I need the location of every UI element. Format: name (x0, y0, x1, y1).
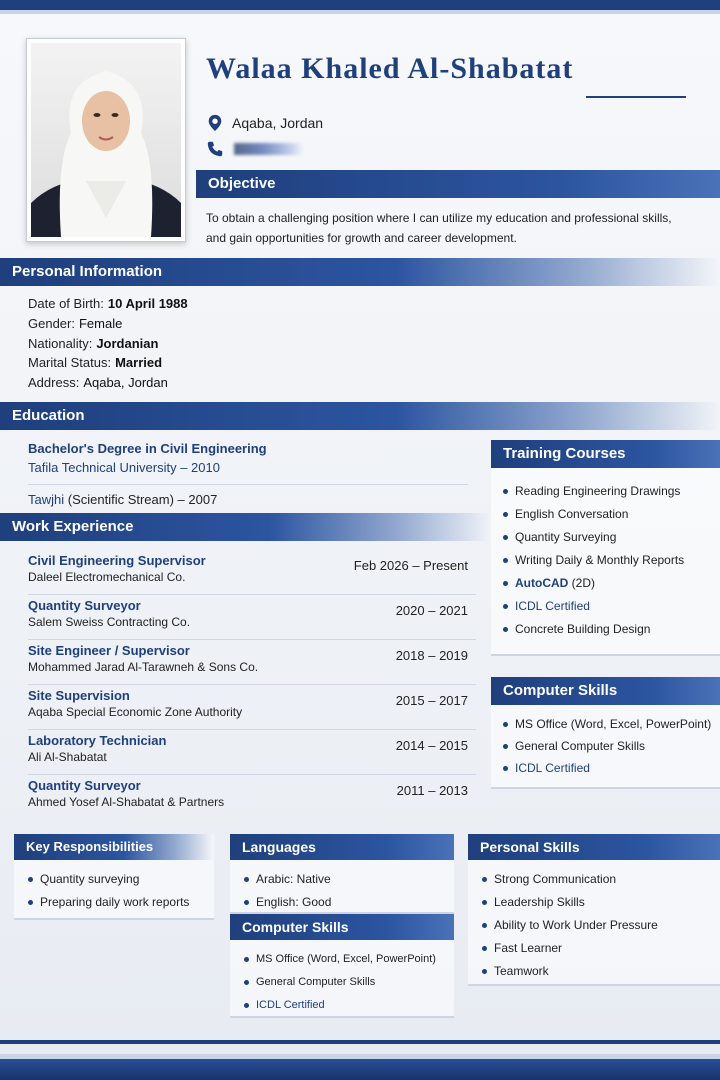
education-block (28, 440, 468, 509)
tawjihi: Tawjhi (Scientific Stream) – 2007 (28, 492, 218, 507)
list-item: Writing Daily & Monthly Reports (501, 551, 720, 574)
location-text: Aqaba, Jordan (232, 115, 324, 131)
location-pin-icon (206, 114, 224, 132)
personal-skills-list (468, 860, 720, 985)
list-item: Quantity surveying (26, 870, 214, 893)
list-item: Fast Learner (480, 939, 720, 962)
languages-panel (230, 834, 454, 914)
name-rule (586, 96, 686, 98)
contact-block (206, 110, 323, 162)
list-item: Strong Communication (480, 870, 720, 893)
list-item: English Conversation (501, 505, 720, 528)
objective-text: To obtain a challenging position where I can utilize my education and professional skills, and gain opportunities for growth and career development. (206, 211, 672, 245)
responsibilities-list (14, 860, 214, 916)
objective-header: Objective (196, 170, 720, 198)
work-list (28, 550, 476, 820)
job-item: Quantity Surveyor Salem Sweiss Contracting Co. 2020 – 2021 (28, 595, 476, 640)
list-item: Preparing daily work reports (26, 893, 214, 916)
list-item: General Computer Skills (501, 737, 720, 759)
computer-skills-bottom-header: Computer Skills (230, 914, 454, 940)
list-item: ICDL Certified (242, 996, 454, 1019)
list-item: Reading Engineering Drawings (501, 482, 720, 505)
personal-info (28, 294, 188, 393)
info-row-address: Address: Aqaba, Jordan (28, 375, 168, 391)
languages-header: Languages (230, 834, 454, 860)
list-item: ICDL Certified (501, 597, 720, 620)
personal-skills-header: Personal Skills (468, 834, 720, 860)
info-row-nationality: Nationality: Jordanian (28, 335, 159, 351)
phone-row (206, 136, 323, 162)
location-row (206, 110, 323, 136)
job-item: Quantity Surveyor Ahmed Yosef Al-Shabatat & Partners 2011 – 2013 (28, 778, 468, 809)
phone-redacted (234, 143, 304, 155)
info-row-gender: Gender: Female (28, 315, 123, 331)
job-item: Site Engineer / Supervisor Mohammed Jarad Al-Tarawneh & Sons Co. 2018 – 2019 (28, 640, 476, 685)
list-item: Concrete Building Design (501, 620, 720, 643)
computer-skills-header: Computer Skills (491, 677, 720, 705)
computer-skills-list (491, 705, 720, 781)
candidate-name: Walaa Khaled Al-Shabatat (206, 52, 574, 85)
responsibilities-header: Key Responsibilities (14, 834, 214, 860)
profile-photo (26, 38, 186, 242)
info-row-marital: Marital Status: Married (28, 355, 163, 371)
responsibilities-panel (14, 834, 214, 920)
training-panel (491, 440, 720, 656)
computer-skills-bottom-panel (230, 914, 454, 1018)
divider (28, 484, 468, 485)
degree-title: Bachelor's Degree in Civil Engineering (28, 441, 267, 456)
job-item: Site Supervision Aqaba Special Economic Zone Authority 2015 – 2017 (28, 685, 476, 730)
list-item: Ability to Work Under Pressure (480, 916, 720, 939)
job-item: Laboratory Technician Ali Al-Shabatat 2014 – 2015 (28, 730, 476, 775)
languages-list (230, 860, 454, 916)
list-item: General Computer Skills (242, 973, 454, 996)
computer-skills-panel (491, 677, 720, 789)
list-item: ICDL Certified (501, 759, 720, 781)
phone-icon (206, 140, 224, 158)
list-item: Teamwork (480, 962, 720, 985)
personal-info-header: Personal Information (0, 258, 720, 286)
education-header: Education (0, 402, 720, 430)
work-experience-header: Work Experience (0, 513, 490, 541)
university: Tafila Technical University – 2010 (28, 460, 220, 475)
list-item: AutoCAD (2D) (501, 574, 720, 597)
list-item: MS Office (Word, Excel, PowerPoint) (242, 950, 454, 973)
list-item: English: Good (242, 893, 454, 916)
computer-skills-bottom-list (230, 940, 454, 1019)
info-row-dob: Date of Birth: 10 April 1988 (28, 296, 188, 311)
personal-skills-panel (468, 834, 720, 986)
list-item: Leadership Skills (480, 893, 720, 916)
bottom-border (0, 1054, 720, 1080)
training-list (491, 468, 720, 643)
top-border (0, 0, 720, 14)
list-item: Arabic: Native (242, 870, 454, 893)
training-header: Training Courses (491, 440, 720, 468)
job-item: Civil Engineering Supervisor Daleel Electromechanical Co. Feb 2026 – Present (28, 550, 476, 595)
list-item: MS Office (Word, Excel, PowerPoint) (501, 715, 720, 737)
bottom-stripe (0, 1040, 720, 1044)
list-item: Quantity Surveying (501, 528, 720, 551)
